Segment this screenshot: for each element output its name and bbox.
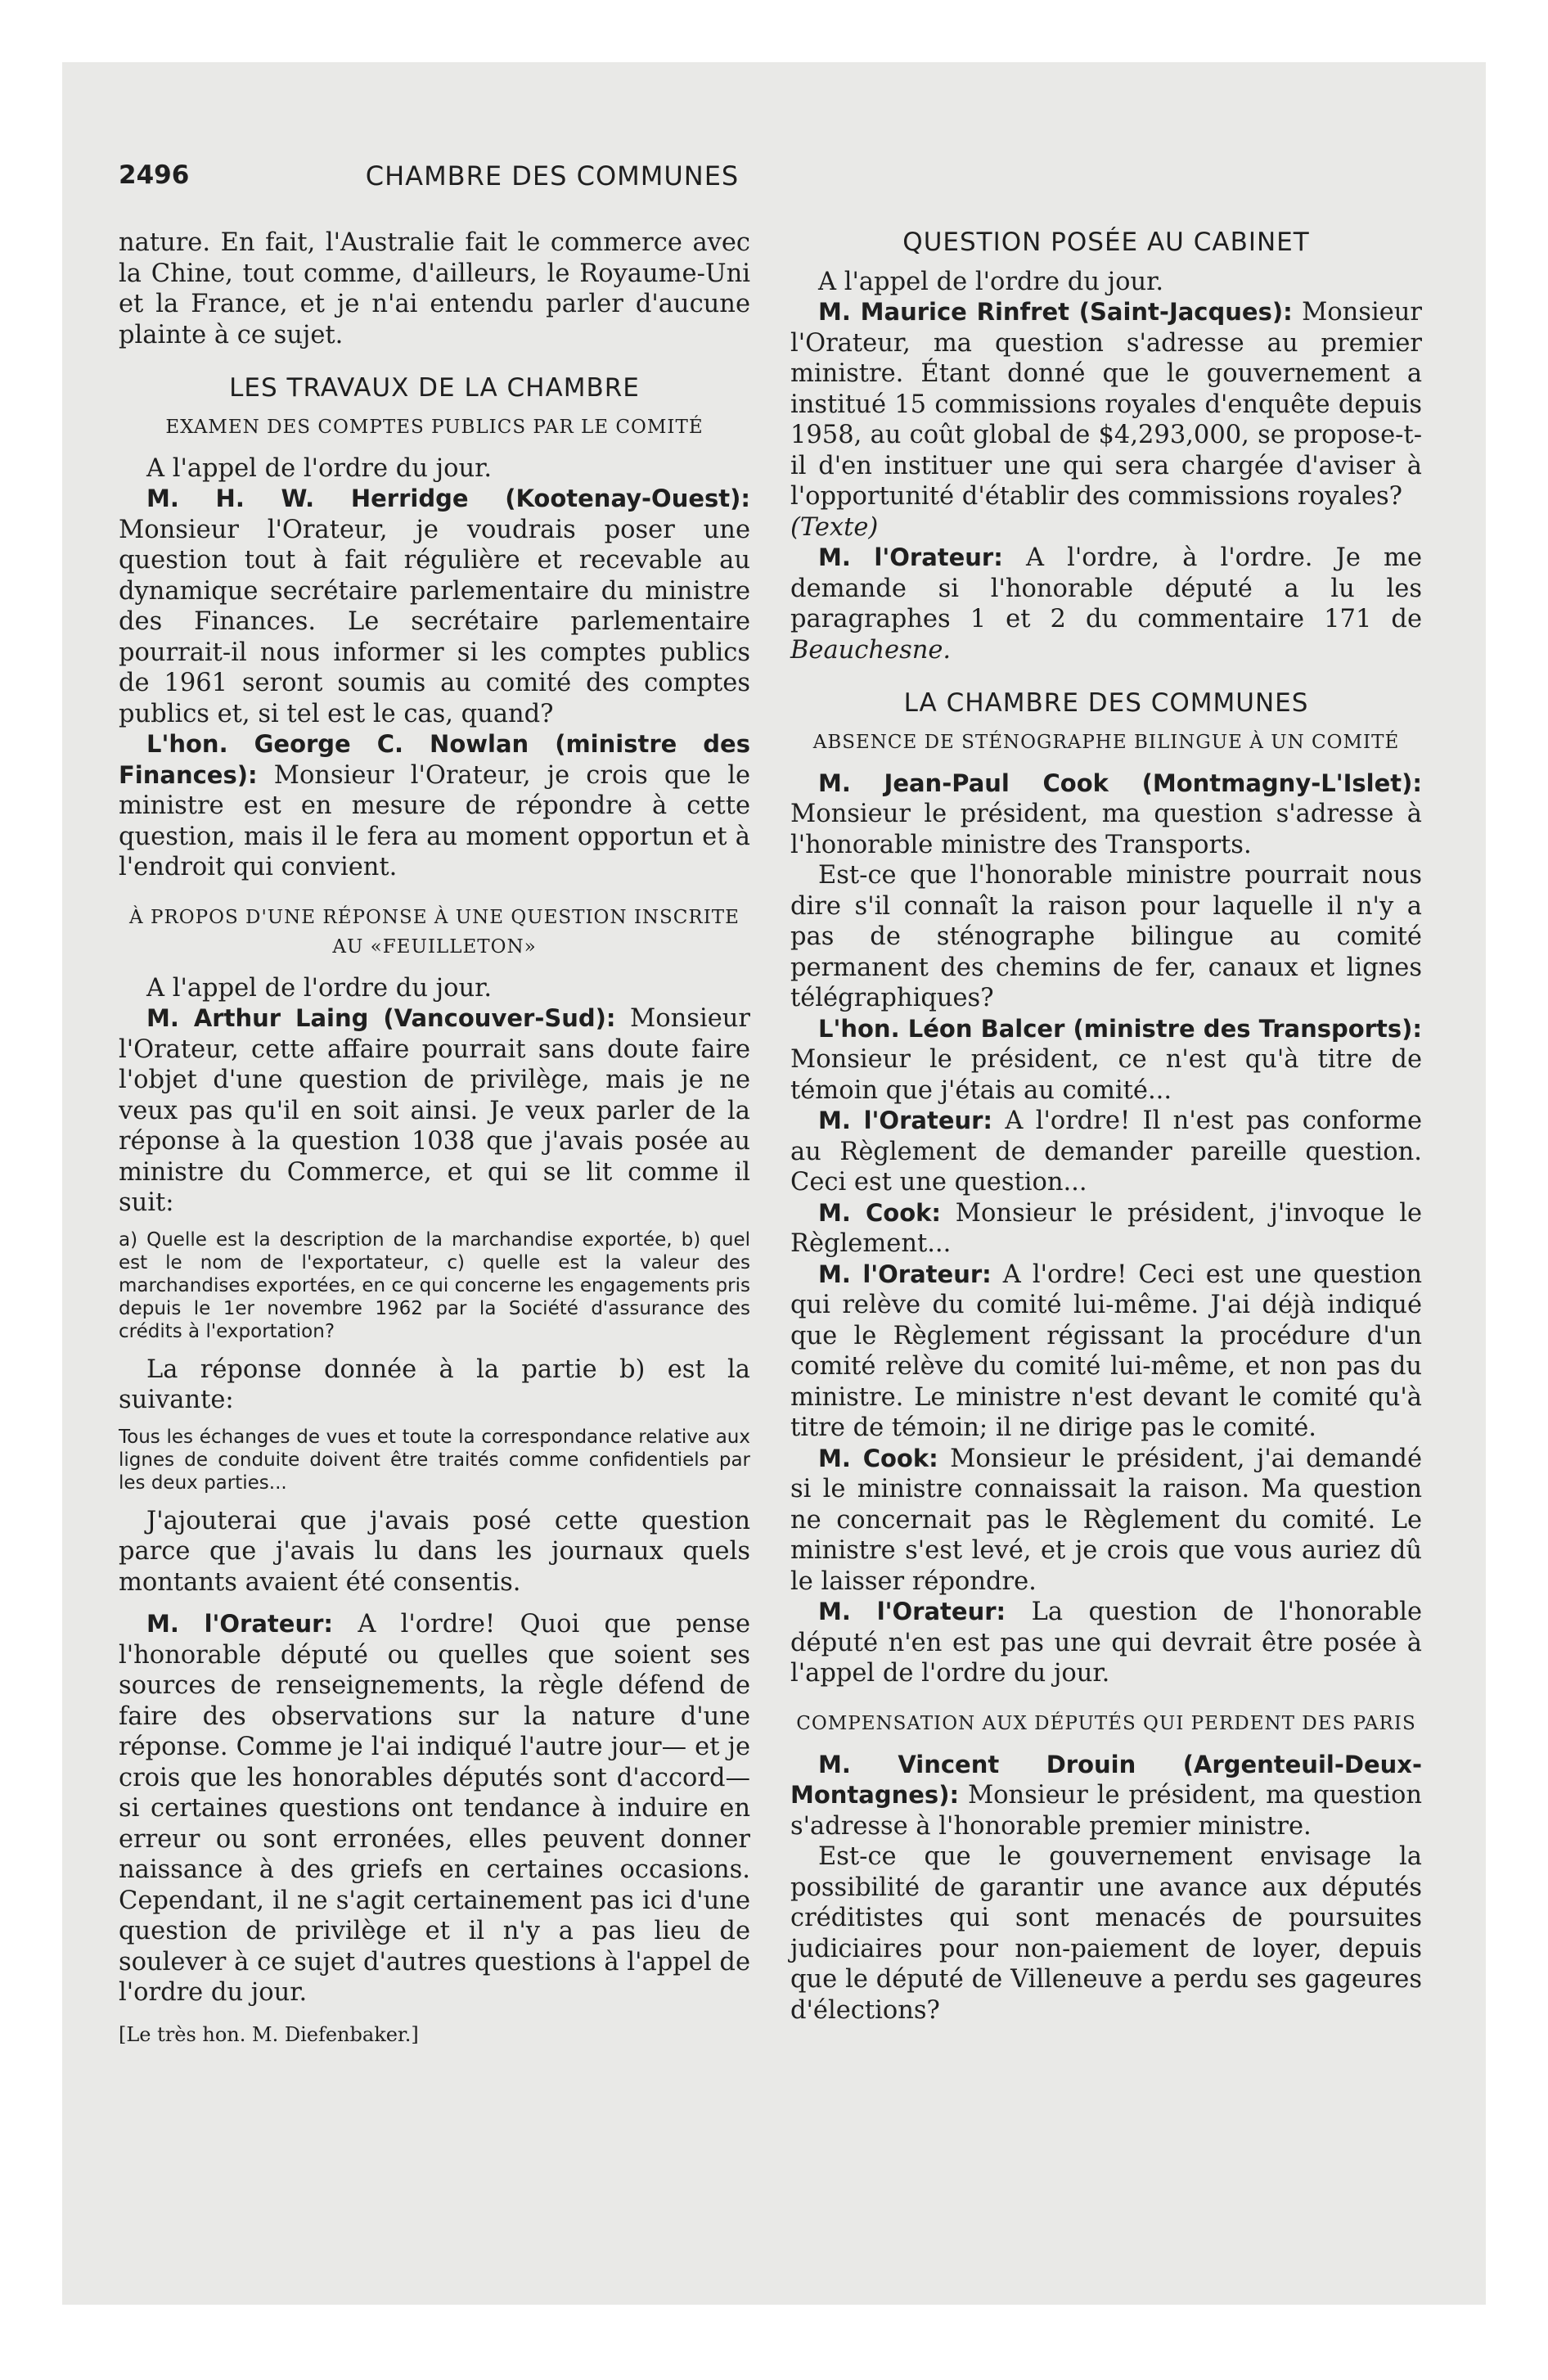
speech [119,1003,750,1219]
section-heading: LES TRAVAUX DE LA CHAMBRE [229,373,640,403]
paragraph: nature. En fait, l'Australie fait le commerce avec la Chine, tout comme, d'ailleurs, le Royaume-Uni et la France, et je n'ai entendu parler d'aucune plainte à ce sujet. [119,228,750,349]
paragraph: Est-ce que le gouvernement envisage la possibilité de garantir une avance aux députés créditistes qui sont menacés de poursuites judiciaires pour non-paiement de loyer, depuis que le député de Villeneuve a perdu ses gageures d'élections? [790,1842,1422,2025]
section-heading: QUESTION POSÉE AU CABINET [902,228,1310,257]
paragraph: A l'appel de l'ordre du jour. [818,267,1164,296]
page-number: 2496 [119,160,190,190]
speaker-name: L'hon. George C. Nowlan (ministre des Finances): [119,730,750,789]
speech [790,1198,1422,1260]
section-heading: LA CHAMBRE DES COMMUNES [903,688,1309,718]
speech-text: Monsieur l'Orateur, je voudrais poser une question tout à fait régulière et recevable au dynamique secrétaire parlementaire du ministre des Finances. Le secrétaire parlementaire pourrait-il nous informer si les comptes publics de 1961 seront soumis au comité des comptes publics et, si tel est le cas, quand? [119,515,750,728]
speech [790,1260,1422,1444]
paragraph: La réponse donnée à la partie b) est la suivante: [119,1355,750,1414]
speech-text: A l'ordre, à l'ordre. Je me demande si l'honorable député a lu les paragraphes 1 et 2 du commentaire 171 de [790,543,1422,633]
speaker-name: M. Cook: [818,1198,942,1227]
speech-text: Monsieur le président, ce n'est qu'à titre de témoin que j'étais au comité... [790,1045,1422,1105]
speaker-name: M. l'Orateur: [818,543,1003,571]
continuation-note: [Le très hon. M. Diefenbaker.] [119,2022,419,2046]
speaker-name: M. Jean-Paul Cook (Montmagny-L'Islet): [818,769,1422,797]
subsection-heading: ABSENCE DE STÉNOGRAPHE BILINGUE À UN COMITÉ [812,731,1400,753]
speech [790,1444,1422,1598]
speech [119,1609,750,2008]
speaker-name: M. Cook: [818,1444,938,1472]
speech-text: Monsieur le président, ma question s'adresse à l'honorable ministre des Transports. [790,800,1422,859]
speech-text: Monsieur l'Orateur, je crois que le ministre est en mesure de répondre à cette question, mais il le fera au moment opportun et à l'endroit qui convient. [119,760,750,881]
speech [790,1750,1422,1842]
speech-text: Monsieur le président, j'ai demandé si le ministre connaissait la raison. Ma question ne concernait pas le Règlement du comité. Le ministre s'est levé, et je crois que vous auriez dû le laisser répondre. [790,1444,1422,1596]
speech-text: Monsieur le président, j'invoque le Règlement... [790,1198,1423,1258]
speech [119,484,750,729]
paragraph: A l'appel de l'ordre du jour. [146,973,493,1003]
speaker-name: M. l'Orateur: [818,1598,1006,1625]
speaker-name: M. l'Orateur: [818,1260,992,1288]
speech-text: Monsieur le président, ma question s'adresse à l'honorable premier ministre. [790,1781,1422,1841]
right-column [790,228,1422,2026]
page-header [119,160,986,201]
speech [790,1014,1422,1107]
speech-text: A l'ordre! Il n'est pas conforme au Règlement de demander pareille question. Ceci est une question... [790,1107,1422,1197]
speaker-name: M. Maurice Rinfret (Saint-Jacques): [818,298,1293,326]
speaker-name: M. Vincent Drouin (Argenteuil-Deux-Montagnes): [790,1750,1422,1809]
subsection-heading: EXAMEN DES COMPTES PUBLICS PAR LE COMITÉ [165,416,704,438]
subsection-heading: À PROPOS D'UNE RÉPONSE À UNE QUESTION INSCRITE AU «FEUILLETON» [129,906,740,958]
speaker-name: M. H. W. Herridge (Kootenay-Ouest): [146,485,750,512]
left-column [119,228,750,2050]
speech [790,1106,1422,1198]
block-quote: Tous les échanges de vues et toute la correspondance relative aux lignes de conduite doivent être traités comme confidentiels par les deux parties... [119,1426,750,1494]
book-title: Beauchesne. [790,635,952,665]
speaker-name: L'hon. Léon Balcer (ministre des Transports): [818,1014,1422,1043]
speech [790,1597,1422,1689]
paragraph: Est-ce que l'honorable ministre pourrait nous dire s'il connaît la raison pour laquelle il n'y a pas de sténographe bilingue au comité permanent des chemins de fer, canaux et lignes télégraphiques? [790,861,1422,1012]
speech-text: A l'ordre! Ceci est une question qui relève du comité lui-même. J'ai déjà indiqué que le Règlement régissant la procédure d'un comité relève du comité lui-même, et non pas du ministre. Le ministre n'est devant le comité qu'à titre de témoin; il ne dirige pas le comité. [790,1260,1422,1442]
speaker-name: M. l'Orateur: [146,1610,334,1638]
subsection-heading: COMPENSATION AUX DÉPUTÉS QUI PERDENT DES PARIS [796,1712,1416,1734]
speech [790,543,1422,665]
speech [790,297,1422,512]
paragraph: A l'appel de l'ordre du jour. [146,453,493,483]
speech-text: Monsieur l'Orateur, ma question s'adresse au premier ministre. Étant donné que le gouvernement a institué 15 commissions royales d'enquête depuis 1958, au coût global de $4,293,000, se propose-t-il d'en instituer une qui sera chargée d'aviser à l'opportunité d'établir des commissions royales? [790,298,1422,511]
speech-text: La question de l'honorable député n'en est pas une qui devrait être posée à l'appel de l'ordre du jour. [790,1598,1423,1688]
paragraph: J'ajouterai que j'avais posé cette question parce que j'avais lu dans les journaux quels montants avaient été consentis. [119,1506,750,1597]
block-quote: a) Quelle est la description de la marchandise exportée, b) quel est le nom de l'exportateur, c) quelle est la valeur des marchandises exportées, en ce qui concerne les engagements pris depuis le 1er novembre 1962 par la Société d'assurance des crédits à l'exportation? [119,1228,750,1342]
running-head: CHAMBRE DES COMMUNES [365,160,740,192]
speech-text: Monsieur l'Orateur, cette affaire pourrait sans doute faire l'objet d'une question de privilège, mais je ne veux pas qu'il en soit ainsi. Je veux parler de la réponse à la question 1038 que j'avais posée au ministre du Commerce, et qui se lit comme il suit: [119,1004,750,1217]
speech-text: A l'ordre! Quoi que pense l'honorable député ou quelles que soient ses sources de renseignements, la règle défend de faire des observations sur la nature d'une réponse. Comme je l'ai indiqué l'autre jour— et je crois que les honorables députés sont d'accord—si certaines questions ont tendance à induire en erreur ou sont erronées, elles peuvent donner naissance à des griefs en certaines occasions. Cependant, il ne s'agit certainement pas ici d'une question de privilège et il n'y a pas lieu de soulever à ce sujet d'autres questions à l'appel de l'ordre du jour. [119,1610,750,2007]
speaker-name: M. l'Orateur: [818,1107,993,1134]
speech [790,769,1422,861]
speaker-name: M. Arthur Laing (Vancouver-Sud): [146,1004,616,1032]
speech [119,729,750,883]
stage-direction: (Texte) [790,512,879,542]
